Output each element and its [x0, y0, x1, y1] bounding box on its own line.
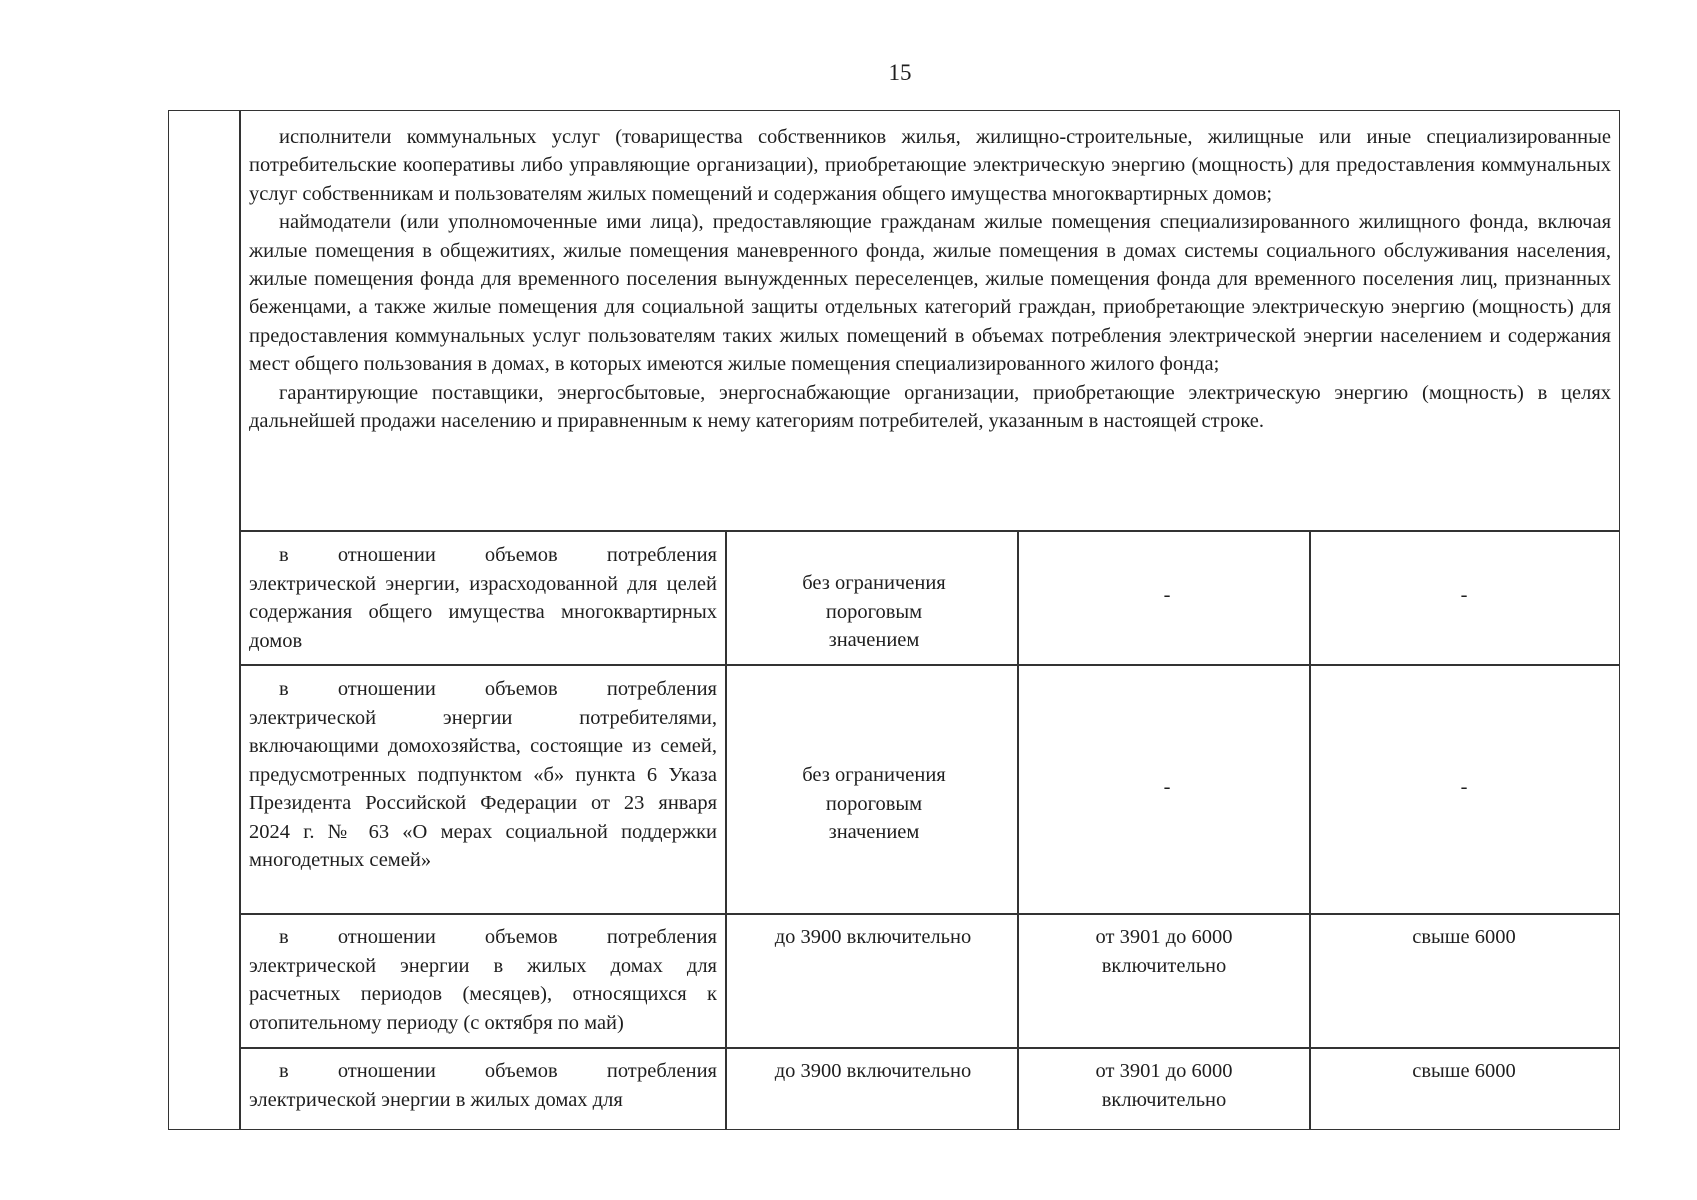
row-value-col2: -	[1163, 584, 1171, 606]
row-value-col2: -	[1163, 776, 1171, 798]
row-value-col2: от 3901 до 6000 включительно	[1095, 926, 1233, 977]
row-value-col2: от 3901 до 6000 включительно	[1095, 1060, 1233, 1111]
row-divider	[239, 664, 1619, 666]
column-divider	[1017, 530, 1019, 1129]
row-description: в отношении объемов потребления электрической энергии в жилых домах для расчетных периодов (месяцев), относящихся к отопительному периоду (с октября по май)	[249, 926, 717, 1034]
row-value-col3: свыше 6000	[1412, 1060, 1516, 1082]
row-description: в отношении объемов потребления электрической энергии, израсходованной для целей содержания общего имущества многоквартирных домов	[249, 544, 717, 652]
column-divider	[725, 530, 727, 1129]
column-divider-first	[239, 111, 241, 1129]
page-number: 15	[888, 60, 912, 85]
intro-paragraph: исполнители коммунальных услуг (товарищества собственников жилья, жилищно-строительные, жилищные или иные специализированные потребительские кооперативы либо управляющие организации), приобретающие электрическую энергию (мощность) для предоставления коммунальных услуг собственникам и пользователям жилых помещений и содержания общего имущества многоквартирных домов;	[249, 126, 1611, 205]
intro-cell	[249, 123, 1611, 435]
row-value-col3: -	[1460, 584, 1468, 606]
tariff-table	[168, 110, 1620, 1130]
row-value-col1: без ограничения пороговым значением	[802, 764, 946, 843]
row-value-col3: -	[1460, 776, 1468, 798]
row-divider	[239, 530, 1619, 532]
row-value-col1: без ограничения пороговым значением	[802, 572, 946, 651]
row-value-col1: до 3900 включительно	[774, 1060, 972, 1082]
row-divider	[239, 1047, 1619, 1049]
row-value-col3: свыше 6000	[1412, 926, 1516, 948]
intro-paragraph: гарантирующие поставщики, энергосбытовые, энергоснабжающие организации, приобретающие электрическую энергию (мощность) в целях дальнейшей продажи населению и приравненным к нему категориям потребителей, указанным в настоящей строке.	[249, 381, 1611, 433]
column-divider	[1309, 530, 1311, 1129]
row-divider	[239, 913, 1619, 915]
row-value-col1: до 3900 включительно	[774, 926, 972, 948]
row-description: в отношении объемов потребления электрической энергии потребителями, включающими домохозяйства, состоящие из семей, предусмотренных подпунктом «б» пункта 6 Указа Президента Российской Федерации от 23 января 2024 г. № 63 «О мерах социальной поддержки многодетных семей»	[249, 678, 717, 871]
intro-paragraph: наймодатели (или уполномоченные ими лица), предоставляющие гражданам жилые помещения специализированного жилищного фонда, включая жилые помещения в общежитиях, жилые помещения маневренного фонда, жилые помещения в домах системы социального обслуживания населения, жилые помещения фонда для временного поселения вынужденных переселенцев, жилые помещения фонда для временного поселения лиц, признанных беженцами, а также жилые помещения для социальной защиты отдельных категорий граждан, приобретающие электрическую энергию (мощность) для предоставления коммунальных услуг пользователям таких жилых помещений в объемах потребления электрической энергии населением и содержания мест общего пользования в домах, в которых имеются жилые помещения специализированного жилого фонда;	[249, 211, 1611, 376]
row-description: в отношении объемов потребления электрической энергии в жилых домах для	[249, 1060, 717, 1111]
